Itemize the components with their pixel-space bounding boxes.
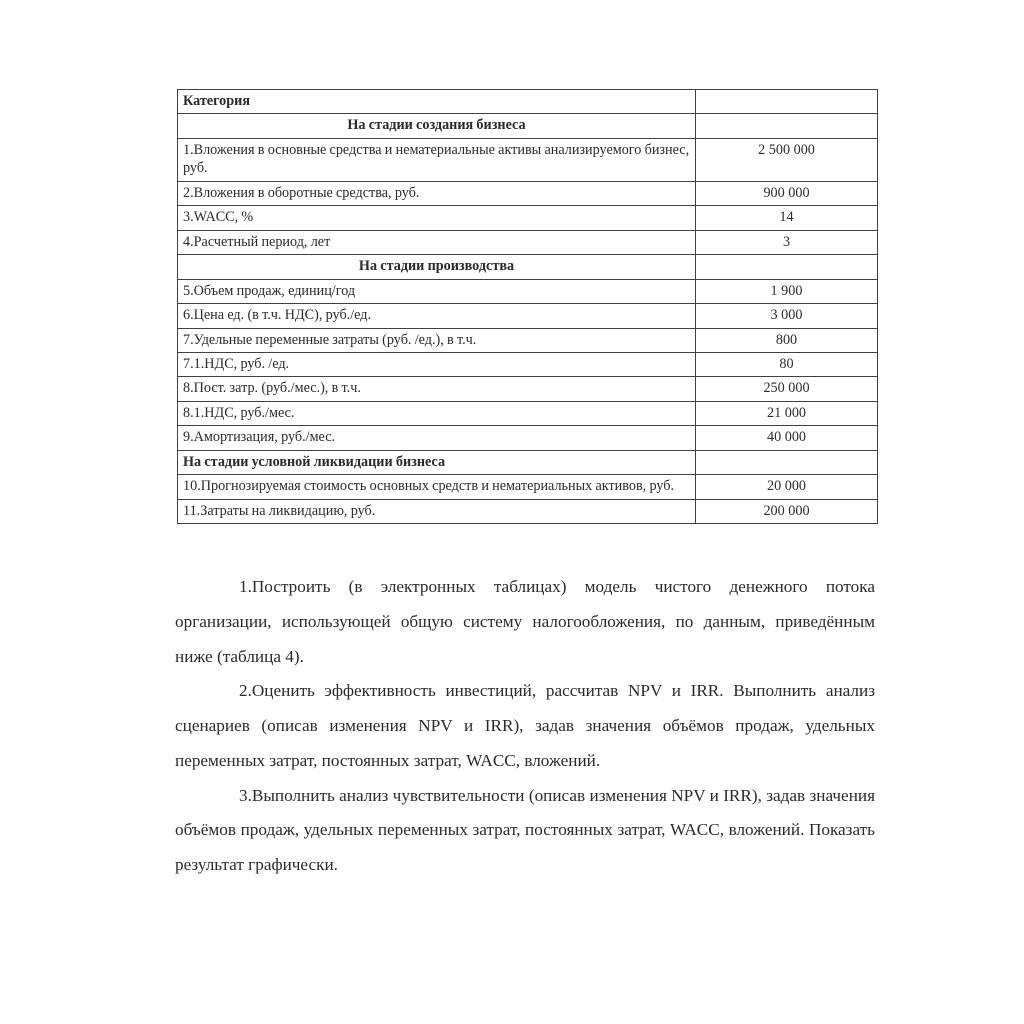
table-section-header: На стадии создания бизнеса (178, 114, 696, 138)
table-cell-value: 200 000 (696, 499, 878, 523)
table-cell-label: 11.Затраты на ликвидацию, руб. (178, 499, 696, 523)
table-row (178, 450, 878, 474)
table-cell-value (696, 114, 878, 138)
table-cell-label: 3.WACC, % (178, 206, 696, 230)
table-row (178, 475, 878, 499)
task-paragraph: 3.Выполнить анализ чувствительности (описав изменения NPV и IRR), задав значения объёмов продаж, удельных переменных затрат, постоянных затрат, WACC, вложений. Показать результат графически. (175, 785, 875, 874)
table-cell-label: 10.Прогнозируемая стоимость основных средств и нематериальных активов, руб. (178, 475, 696, 499)
table-column-header: Категория (178, 90, 696, 114)
table-row (178, 401, 878, 425)
table-row (178, 377, 878, 401)
table-row (178, 328, 878, 352)
task-list (175, 570, 875, 883)
table-row (178, 181, 878, 205)
table-cell-label: 5.Объем продаж, единиц/год (178, 279, 696, 303)
table-cell-value (696, 450, 878, 474)
table-cell-label: 7.Удельные переменные затраты (руб. /ед.), в т.ч. (178, 328, 696, 352)
table-row (178, 230, 878, 254)
table-cell-value: 40 000 (696, 426, 878, 450)
table-cell-label: 4.Расчетный период, лет (178, 230, 696, 254)
table-row (178, 90, 878, 114)
table-row (178, 255, 878, 279)
table-body (178, 90, 878, 524)
table-cell-label: 8.Пост. затр. (руб./мес.), в т.ч. (178, 377, 696, 401)
table-cell-value: 900 000 (696, 181, 878, 205)
table-cell-label: 6.Цена ед. (в т.ч. НДС), руб./ед. (178, 304, 696, 328)
table-cell-value: 1 900 (696, 279, 878, 303)
table-row (178, 352, 878, 376)
table-cell-label: 1.Вложения в основные средства и нематериальные активы анализируемого бизнес, руб. (178, 138, 696, 181)
table-cell-value: 14 (696, 206, 878, 230)
table-row (178, 304, 878, 328)
table-cell-value: 2 500 000 (696, 138, 878, 181)
table-row (178, 114, 878, 138)
table-section-header: На стадии производства (178, 255, 696, 279)
table-row (178, 138, 878, 181)
task-paragraph: 1.Построить (в электронных таблицах) модель чистого денежного потока организации, использующей общую систему налогообложения, по данным, приведённым ниже (таблица 4). (175, 577, 875, 666)
table-cell-value (696, 90, 878, 114)
table-cell-label: 7.1.НДС, руб. /ед. (178, 352, 696, 376)
table-cell-value: 3 000 (696, 304, 878, 328)
table-cell-label: 2.Вложения в оборотные средства, руб. (178, 181, 696, 205)
table-section-header: На стадии условной ликвидации бизнеса (178, 450, 696, 474)
parameters-table (177, 89, 878, 524)
table-row (178, 279, 878, 303)
table-cell-value: 800 (696, 328, 878, 352)
table-cell-value: 3 (696, 230, 878, 254)
table-row (178, 426, 878, 450)
table-cell-value: 250 000 (696, 377, 878, 401)
table-row (178, 499, 878, 523)
table-cell-label: 8.1.НДС, руб./мес. (178, 401, 696, 425)
table-cell-value (696, 255, 878, 279)
table-row (178, 206, 878, 230)
task-paragraph: 2.Оценить эффективность инвестиций, рассчитав NPV и IRR. Выполнить анализ сценариев (описав изменения NPV и IRR), задав значения объёмов продаж, удельных переменных затрат, постоянных затрат, WACC, вложений. (175, 681, 875, 770)
table-cell-value: 20 000 (696, 475, 878, 499)
table-cell-value: 80 (696, 352, 878, 376)
table-cell-value: 21 000 (696, 401, 878, 425)
table-cell-label: 9.Амортизация, руб./мес. (178, 426, 696, 450)
